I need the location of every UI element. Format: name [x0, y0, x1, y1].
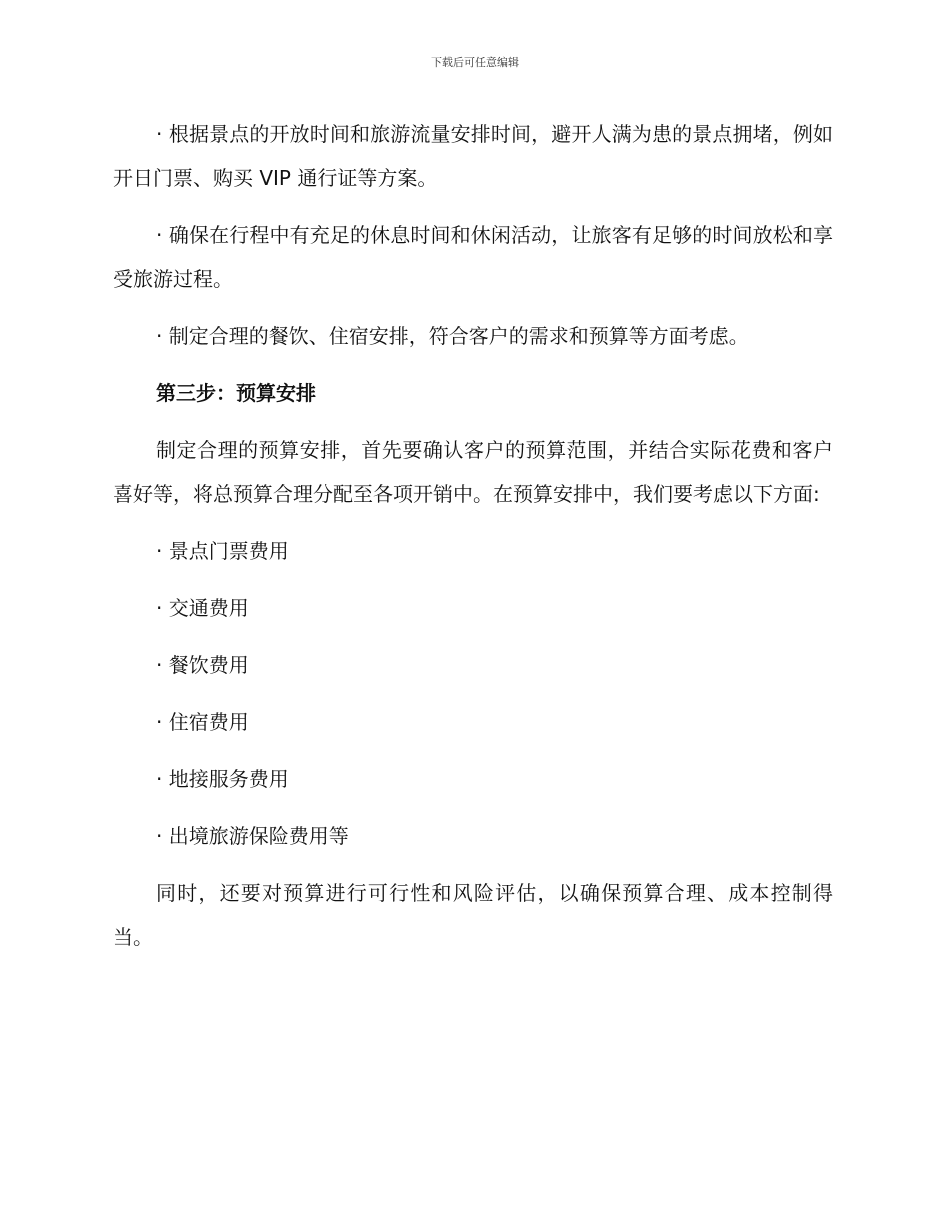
document-body	[113, 112, 833, 972]
cost-item-local-service: · 地接服务费用	[156, 767, 289, 791]
cost-item-transport: · 交通费用	[156, 596, 249, 620]
bullet-paragraph-scheduling: · 根据景点的开放时间和旅游流量安排时间，避开人满为患的景点拥堵，例如开日门票、购买 VIP 通行证等方案。	[113, 122, 833, 190]
section-heading: 第三步：预算安排	[156, 381, 316, 405]
section-intro-paragraph: 制定合理的预算安排，首先要确认客户的预算范围，并结合实际花费和客户喜好等，将总预算合理分配至各项开销中。在预算安排中，我们要考虑以下方面:	[113, 438, 833, 506]
header-note: 下载后可任意编辑	[431, 56, 519, 69]
cost-item-tickets: · 景点门票费用	[156, 539, 289, 563]
bullet-paragraph-dining-lodging: · 制定合理的餐饮、住宿安排，符合客户的需求和预算等方面考虑。	[156, 324, 749, 348]
cost-item-lodging: · 住宿费用	[156, 710, 249, 734]
cost-item-dining: · 餐饮费用	[156, 653, 249, 677]
cost-item-insurance: · 出境旅游保险费用等	[156, 824, 349, 848]
bullet-paragraph-rest-time: · 确保在行程中有充足的休息时间和休闲活动，让旅客有足够的时间放松和享受旅游过程。	[113, 223, 833, 291]
conclusion-paragraph: 同时，还要对预算进行可行性和风险评估，以确保预算合理、成本控制得当。	[113, 881, 833, 949]
